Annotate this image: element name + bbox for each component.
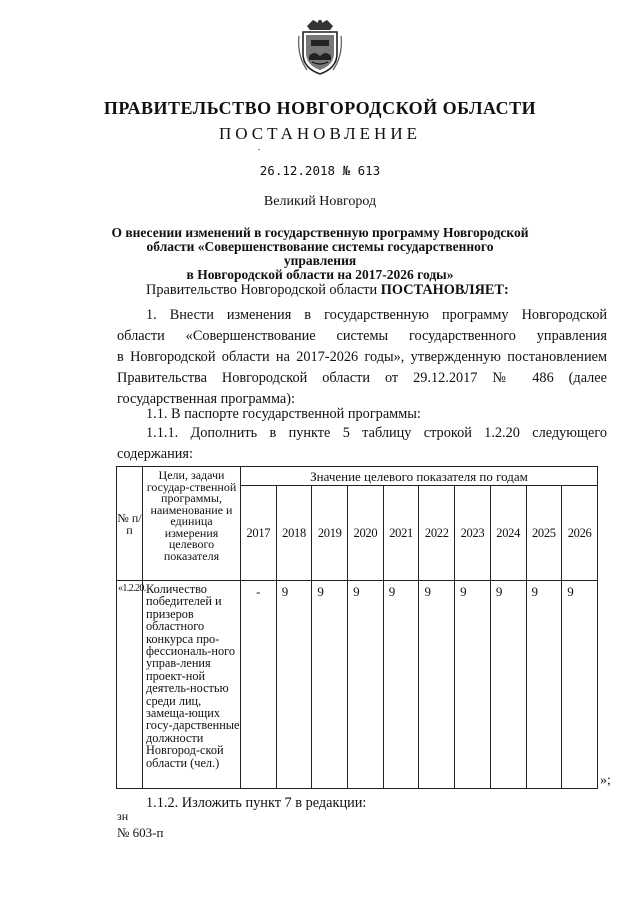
table-header-row — [117, 467, 598, 486]
paragraph-line: области «Совершенствование системы государственного управления — [117, 328, 607, 344]
subject-line: в Новгородской области на 2017-2026 годы» — [186, 267, 454, 282]
target-indicators-table — [116, 466, 598, 789]
scan-speck — [258, 149, 260, 150]
paragraph-line: содержания: — [117, 446, 193, 462]
paragraph-line: 1. Внести изменения в государственную программу Новгородской — [146, 307, 607, 323]
row-value: 9 — [490, 581, 526, 789]
paragraph-line: государственная программа): — [117, 391, 295, 407]
row-value: 9 — [312, 581, 348, 789]
footer-number: № 603-п — [117, 825, 164, 840]
year-header: 2022 — [419, 486, 455, 581]
year-header: 2026 — [562, 486, 598, 581]
col-header-goal: Цели, задачи государ-ственной программы, наименование и единица измерения целевого показателя — [143, 467, 241, 581]
document-subject — [110, 226, 530, 282]
government-title: ПРАВИТЕЛЬСТВО НОВГОРОДСКОЙ ОБЛАСТИ — [103, 98, 537, 118]
col-header-number: № п/п — [117, 467, 143, 581]
paragraph-line: 1.1.1. Дополнить в пункте 5 таблицу строкой 1.2.20 следующего — [146, 425, 607, 441]
year-header: 2024 — [490, 486, 526, 581]
document-type: ПОСТАНОВЛЕНИЕ — [218, 124, 421, 143]
row-code: «1.2.20. — [117, 581, 143, 789]
paragraph-1-1-2: 1.1.2. Изложить пункт 7 в редакции: — [146, 795, 367, 811]
row-value: 9 — [419, 581, 455, 789]
intro-decree-word: ПОСТАНОВЛЯЕТ: — [380, 282, 509, 298]
coat-of-arms-icon — [297, 16, 343, 78]
paragraph-1-1-1 — [117, 423, 607, 465]
row-value: 9 — [383, 581, 419, 789]
row-value: 9 — [455, 581, 491, 789]
document-date-number: 26.12.2018 № 613 — [259, 163, 381, 178]
footer-code: зн — [117, 809, 129, 823]
paragraph-1-1: 1.1. В паспорте государственной программы: — [146, 406, 421, 422]
year-header: 2020 — [348, 486, 384, 581]
row-value: 9 — [526, 581, 562, 789]
subject-line: области «Совершенствование системы государственного управления — [146, 239, 494, 268]
row-value: 9 — [562, 581, 598, 789]
table-row — [117, 581, 598, 789]
year-header: 2019 — [312, 486, 348, 581]
paragraph-1 — [117, 305, 607, 410]
col-header-values-by-year: Значение целевого показателя по годам — [241, 467, 598, 486]
city: Великий Новгород — [263, 194, 377, 209]
paragraph-line: Правительства Новгородской области от 29.12.2017 № 486 (далее — [117, 370, 607, 386]
row-value: - — [241, 581, 277, 789]
intro-text: Правительство Новгородской области — [146, 282, 378, 298]
row-value: 9 — [348, 581, 384, 789]
year-header: 2023 — [455, 486, 491, 581]
closing-quote-mark: »; — [600, 773, 611, 788]
row-indicator-name: Количество победителей и призеров областного конкурса про-фессиональ-ного управ-ления проект-ной деятель-ностью среди лиц, замеща-ющих госу-дарственные должности Новгород-ской области (чел.) — [143, 581, 241, 789]
year-header: 2025 — [526, 486, 562, 581]
subject-line: О внесении изменений в государственную программу Новгородской — [111, 225, 529, 240]
year-header: 2018 — [276, 486, 312, 581]
year-header: 2017 — [241, 486, 277, 581]
paragraph-line: в Новгородской области на 2017-2026 годы», утвержденную постановлением — [117, 349, 607, 365]
intro-paragraph — [146, 280, 509, 301]
year-header: 2021 — [383, 486, 419, 581]
row-value: 9 — [276, 581, 312, 789]
